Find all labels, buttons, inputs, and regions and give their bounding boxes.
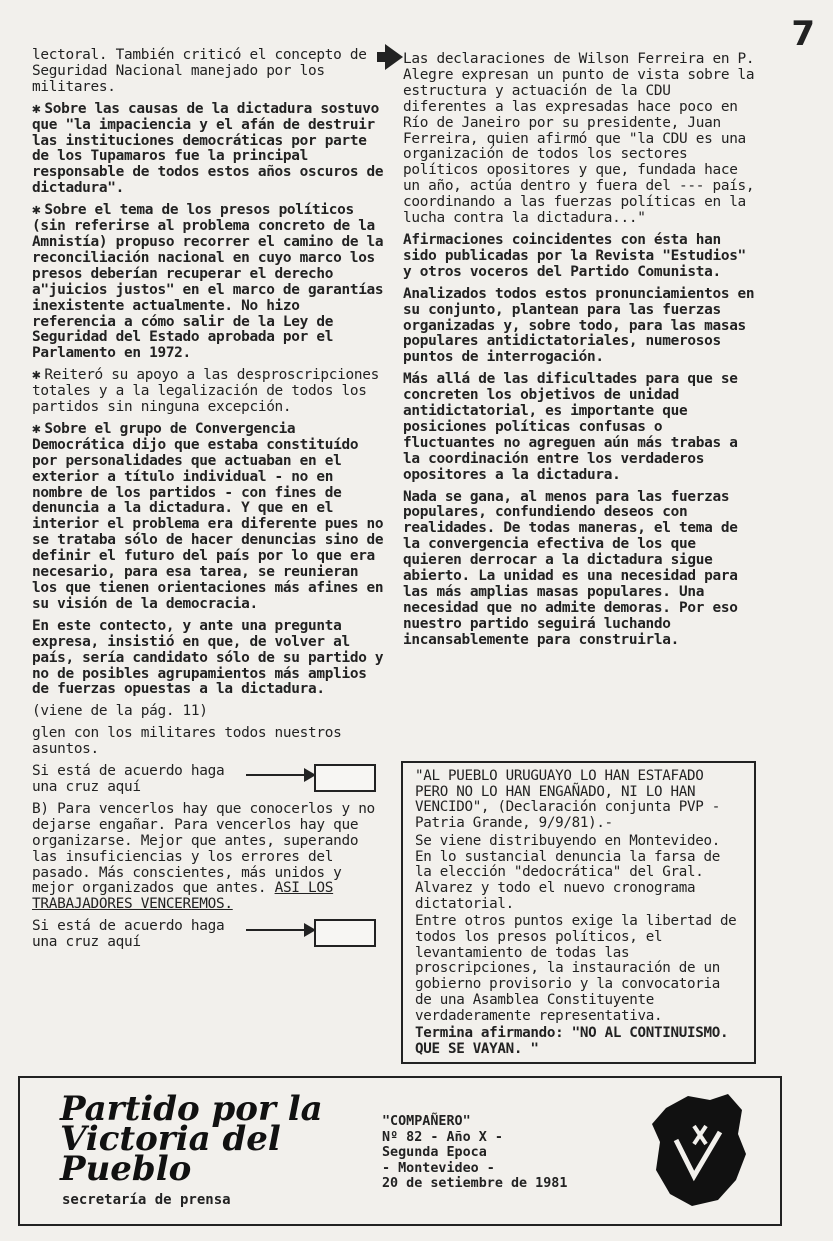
publication-info: "COMPAÑERO" Nº 82 - Año X - Segunda Epoca - Montevideo - 20 de setiembre de 1981 bbox=[382, 1114, 568, 1191]
declaration-closing: Termina afirmando: "NO AL CONTINUISMO. QUE SE VAYAN. " bbox=[415, 1025, 729, 1057]
checkbox-row-2 bbox=[32, 919, 384, 951]
declaration-paragraph: Se viene distribuyendo en Montevideo. En lo sustancial denuncia la farsa de la elección "dedocrática" del Gral. Alvarez y todo el nuevo cronograma dictatorial. bbox=[415, 832, 720, 912]
checkbox-label: Si está de acuerdo haga una cruz aquí bbox=[32, 918, 225, 951]
declaration-paragraph: Entre otros puntos exige la libertad de todos los presos políticos, el levantamiento de todas las proscripciones, la instauración de un gobierno provisorio y la convocatoria de una Asamblea Constituyente verdaderamente representativa. bbox=[415, 913, 737, 1024]
bullet-paragraph: ✱ Sobre las causas de la dictadura sostuvo que "la impaciencia y el afán de destruir las instituciones democráticas por parte de los Tupamaros fue la principal responsable de todos estos años oscuros de dictadura". bbox=[32, 100, 384, 197]
asterisk-bullet-icon: ✱ bbox=[32, 367, 41, 384]
asterisk-bullet-icon: ✱ bbox=[32, 420, 41, 437]
closing-paragraph: En este contecto, y ante una pregunta expresa, insistió en que, de volver al país, sería candidato sólo de su partido y no de posibles agrupamientos más amplios de fuerzas opuestas a la dictadura. bbox=[32, 617, 384, 698]
article-paragraph: Las declaraciones de Wilson Ferreira en P. Alegre expresan un punto de vista sobre la estructura y actuación de la CDU diferentes a las expresadas hace poco en Río de Janeiro por su presidente, Juan Ferreira, quien afirmó que "la CDU es una organización de todos los sectores políticos opositores y que, fundada hace un año, actúa dentro y fuera del --- país, coordinando a las fuerzas políticas en la lucha contra la dictadura..." bbox=[403, 51, 755, 227]
bullet-paragraph: ✱ Sobre el grupo de Convergencia Democrática dijo que estaba constituído por personalidades que actuaban en el exterior a título individual - no en nombre de los partidos - con fines de denuncia a la dictadura. Y que en el interior el problema era diferente pues no se trataba sólo de hacer denuncias sino de definir el futuro del país por lo que era necesario, para esa tarea, se reunieran los que tienen orientaciones más afines en su visión de la democracia. bbox=[32, 420, 384, 612]
continued-text: glen con los militares todos nuestros asuntos. bbox=[32, 725, 342, 758]
article-paragraph: Analizados todos estos pronunciamientos en su conjunto, plantean para las fuerzas organizadas y, sobre todo, para las masas populares antidictatoriales, numerosos puntos de interrogación. bbox=[403, 285, 755, 366]
checkbox-label: Si está de acuerdo haga una cruz aquí bbox=[32, 763, 225, 795]
arrow-right-icon bbox=[246, 929, 306, 931]
uruguay-map-logo-icon bbox=[648, 1090, 748, 1210]
declaration-box bbox=[401, 761, 756, 1064]
intro-paragraph: lectoral. También criticó el concepto de Seguridad Nacional manejado por los militares. bbox=[32, 47, 367, 95]
footer-masthead bbox=[18, 1076, 782, 1226]
arrow-right-icon bbox=[385, 44, 403, 70]
agree-checkbox-b[interactable] bbox=[314, 919, 376, 947]
secretaria-label: secretaría de prensa bbox=[62, 1192, 231, 1208]
option-b-paragraph: B) Para vencerlos hay que conocerlos y no dejarse engañar. Para vencerlos hay que organizarse. Mejor que antes, superando las insuficiencias y los errores del pasado. Más conscientes, más unidos y mejor organizados que antes. ASI LOS TRABAJADORES VENCEREMOS. bbox=[32, 800, 375, 913]
checkbox-row-1 bbox=[32, 764, 384, 796]
agree-checkbox-a[interactable] bbox=[314, 764, 376, 792]
right-column bbox=[403, 52, 755, 655]
article-paragraph: Nada se gana, al menos para las fuerzas populares, confundiendo deseos con realidades. De todas maneras, el tema de la convergencia efectiva de los que quieren derrocar a la dictadura sigue abierto. La unidad es una necesidad para las más amplias masas populares. Una necesidad que no admite demoras. Por eso nuestro partido seguirá luchando incansablemente para construirla. bbox=[403, 488, 738, 648]
bullet-paragraph: ✱ Reiteró su apoyo a las desproscripciones totales y a la legalización de todos los partidos sin ninguna excepción. bbox=[32, 367, 379, 416]
arrow-right-icon bbox=[246, 774, 306, 776]
article-paragraph: Afirmaciones coincidentes con ésta han sido publicadas por la Revista "Estudios" y otros voceros del Partido Comunista. bbox=[403, 231, 746, 280]
article-paragraph: Más allá de las dificultades para que se concreten los objetivos de unidad antidictatorial, es importante que posiciones políticas confusas o fluctuantes no agreguen aún más trabas a la coordinación entre los verdaderos opositores a la dictadura. bbox=[403, 371, 738, 483]
asterisk-bullet-icon: ✱ bbox=[32, 202, 41, 219]
page-number: 7 bbox=[791, 14, 815, 54]
declaration-headline: "AL PUEBLO URUGUAYO LO HAN ESTAFADO PERO NO LO HAN ENGAÑADO, NI LO HAN VENCIDO", (Declaración conjunta PVP - Patria Grande, 9/9/81).- bbox=[415, 768, 720, 832]
party-name: Partido por la Victoria del Pueblo bbox=[60, 1089, 323, 1189]
left-column bbox=[32, 48, 384, 957]
bullet-paragraph: ✱ Sobre el tema de los presos políticos (sin referirse al problema concreto de la Amnistía) propuso recorrer el camino de la reconciliación nacional en cuyo marco los presos deberían recuperar el derecho a"juicios justos" en el marco de garantías inexistente actualmente. No hizo referencia a cómo salir de la Ley de Seguridad del Estado aprobada por el Parlamento en 1972. bbox=[32, 202, 384, 362]
asterisk-bullet-icon: ✱ bbox=[32, 100, 41, 117]
continued-from-label: (viene de la pág. 11) bbox=[32, 703, 208, 720]
